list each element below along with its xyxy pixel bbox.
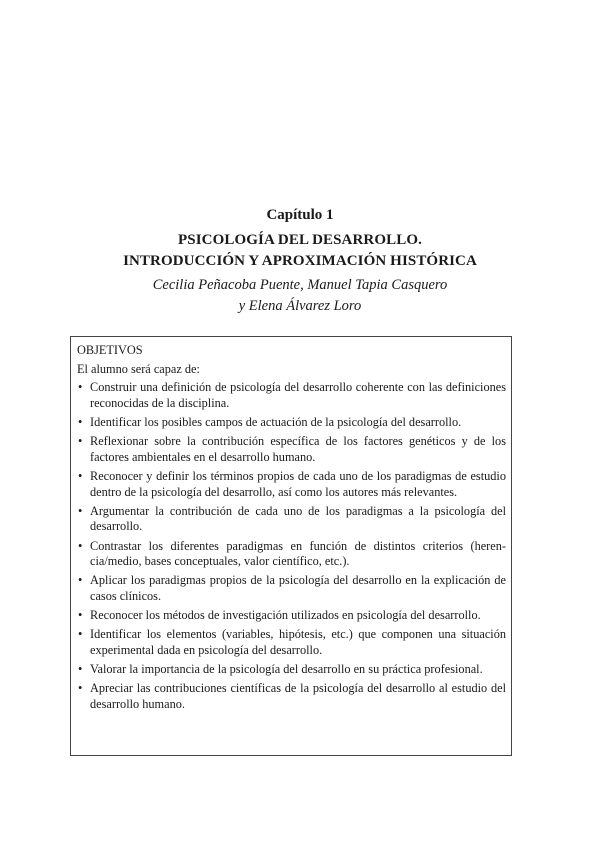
authors-line-1: Cecilia Peñacoba Puente, Manuel Tapia Casquero bbox=[152, 277, 448, 293]
objectives-intro: El alumno será capaz de: bbox=[77, 361, 200, 376]
objective-item: • Identificar los posibles campos de actuación de la psicología del desarrollo. bbox=[77, 415, 506, 431]
objectives-list bbox=[77, 380, 506, 712]
objective-item: • Aplicar los paradigmas propios de la psicología del desarrollo en la explicación de casos clínicos. bbox=[77, 573, 506, 604]
objective-item: • Reconocer y definir los términos propios de cada uno de los paradigmas de estudio dentro de la psicología del desarrollo, así como los autores más relevantes. bbox=[77, 469, 506, 500]
objective-item: • Argumentar la contribución de cada uno de los paradigmas a la psicología del desarrollo. bbox=[77, 504, 506, 535]
objective-item: • Reflexionar sobre la contribución específica de los factores genéticos y de los factores ambientales en el desarrollo humano. bbox=[77, 434, 506, 465]
objective-item: • Identificar los elementos (variables, hipótesis, etc.) que componen una situación experimental dada en psicología del desarrollo. bbox=[77, 627, 506, 658]
objective-item: • Apreciar las contribuciones científicas de la psicología del desarrollo al estudio del desarrollo humano. bbox=[77, 681, 506, 712]
chapter-title bbox=[0, 230, 600, 272]
objective-item: • Construir una definición de psicología del desarrollo coherente con las definiciones reconocidas de la disciplina. bbox=[77, 380, 506, 411]
authors-line-2: y Elena Álvarez Loro bbox=[238, 298, 362, 314]
chapter-authors bbox=[0, 275, 600, 317]
objectives-box bbox=[70, 336, 512, 756]
objective-item: • Reconocer los métodos de investigación utilizados en psicología del desarrollo. bbox=[77, 608, 506, 624]
chapter-title-line-1: PSICOLOGÍA DEL DESARROLLO. bbox=[178, 232, 422, 248]
objectives-heading: OBJETIVOS bbox=[77, 343, 143, 357]
objective-item: • Contrastar los diferentes paradigmas en función de distintos criterios (herencia/medio, bases conceptuales, valor científico, etc.). bbox=[77, 539, 506, 570]
chapter-label: Capítulo 1 bbox=[266, 207, 334, 223]
chapter-title-line-2: INTRODUCCIÓN Y APROXIMACIÓN HISTÓRICA bbox=[123, 253, 477, 269]
objective-item: • Valorar la importancia de la psicología del desarrollo en su práctica profesional. bbox=[77, 662, 506, 678]
